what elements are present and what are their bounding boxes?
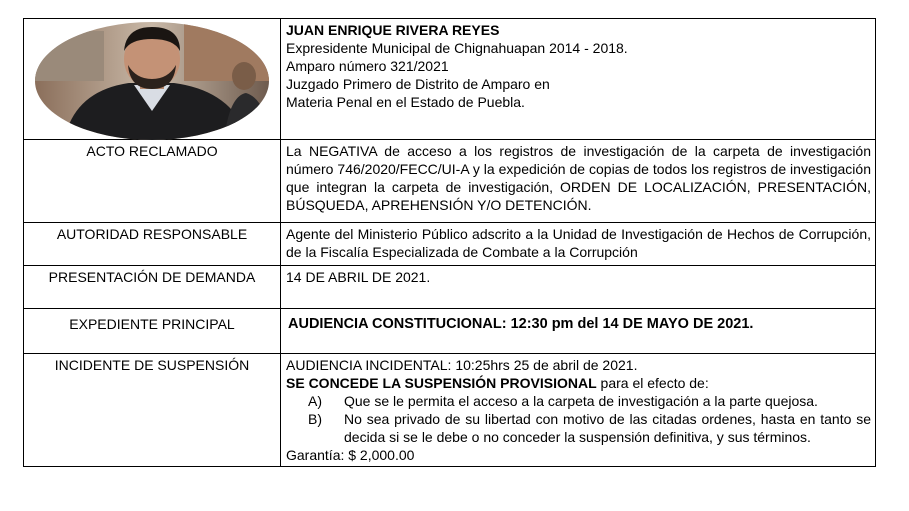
header-info-cell [281,19,876,140]
garantia: Garantía: $ 2,000.00 [286,447,415,463]
header-row [24,19,876,140]
row-expediente-principal [24,309,876,354]
incidente-label: INCIDENTE DE SUSPENSIÓN [24,354,281,467]
header-line-1: Expresidente Municipal de Chignahuapan 2014 - 2018. [286,40,628,56]
presentacion-text: 14 DE ABRIL DE 2021. [281,266,876,309]
list-text: Que se le permita el acceso a la carpeta de investigación a la parte quejosa. [344,393,818,409]
summary-table [23,18,876,467]
expediente-label: EXPEDIENTE PRINCIPAL [24,309,281,354]
list-text: No sea privado de su libertad con motivo de las citadas ordenes, hasta en tanto se decida si se le debe o no conceder la suspensión definitiva, y sus términos. [344,411,871,445]
acto-label: ACTO RECLAMADO [24,140,281,223]
header-line-4: Materia Penal en el Estado de Puebla. [286,94,525,110]
header-line-2: Amparo número 321/2021 [286,58,449,74]
list-marker: A) [308,393,322,409]
efectos-list [286,392,871,446]
row-incidente-suspension [24,354,876,467]
acto-text: La NEGATIVA de acceso a los registros de investigación de la carpeta de investigación número 746/2020/FECC/UI-A y la expedición de copias de todos los registros de investigación que integran la carpeta de investigación, ORDEN DE LOCALIZACIÓN, PRESENTACIÓN, BÚSQUEDA, APREHENSIÓN Y/O DETENCIÓN. [281,140,876,223]
autoridad-label: AUTORIDAD RESPONSABLE [24,223,281,266]
row-presentacion-demanda [24,266,876,309]
header-line-3: Juzgado Primero de Distrito de Amparo en [286,76,550,92]
autoridad-text: Agente del Ministerio Público adscrito a la Unidad de Investigación de Hechos de Corrupción, de la Fiscalía Especializada de Combate a la Corrupción [281,223,876,266]
audiencia-constitucional: AUDIENCIA CONSTITUCIONAL: 12:30 pm del 14 DE MAYO DE 2021. [288,316,754,332]
row-autoridad-responsable [24,223,876,266]
list-marker: B) [308,411,322,427]
suspension-rest: para el efecto de: [596,375,709,391]
audiencia-incidental: AUDIENCIA INCIDENTAL: 10:25hrs 25 de abril de 2021. [286,357,638,373]
list-item [286,410,871,446]
portrait-photo [34,21,270,141]
row-acto-reclamado [24,140,876,223]
suspension-line [286,374,871,392]
incidente-cell [281,354,876,467]
list-item [286,392,871,410]
presentacion-label: PRESENTACIÓN DE DEMANDA [24,266,281,309]
suspension-bold: SE CONCEDE LA SUSPENSIÓN PROVISIONAL [286,375,597,391]
expediente-cell [281,309,876,354]
person-name: JUAN ENRIQUE RIVERA REYES [286,22,500,38]
photo-cell [24,19,281,140]
